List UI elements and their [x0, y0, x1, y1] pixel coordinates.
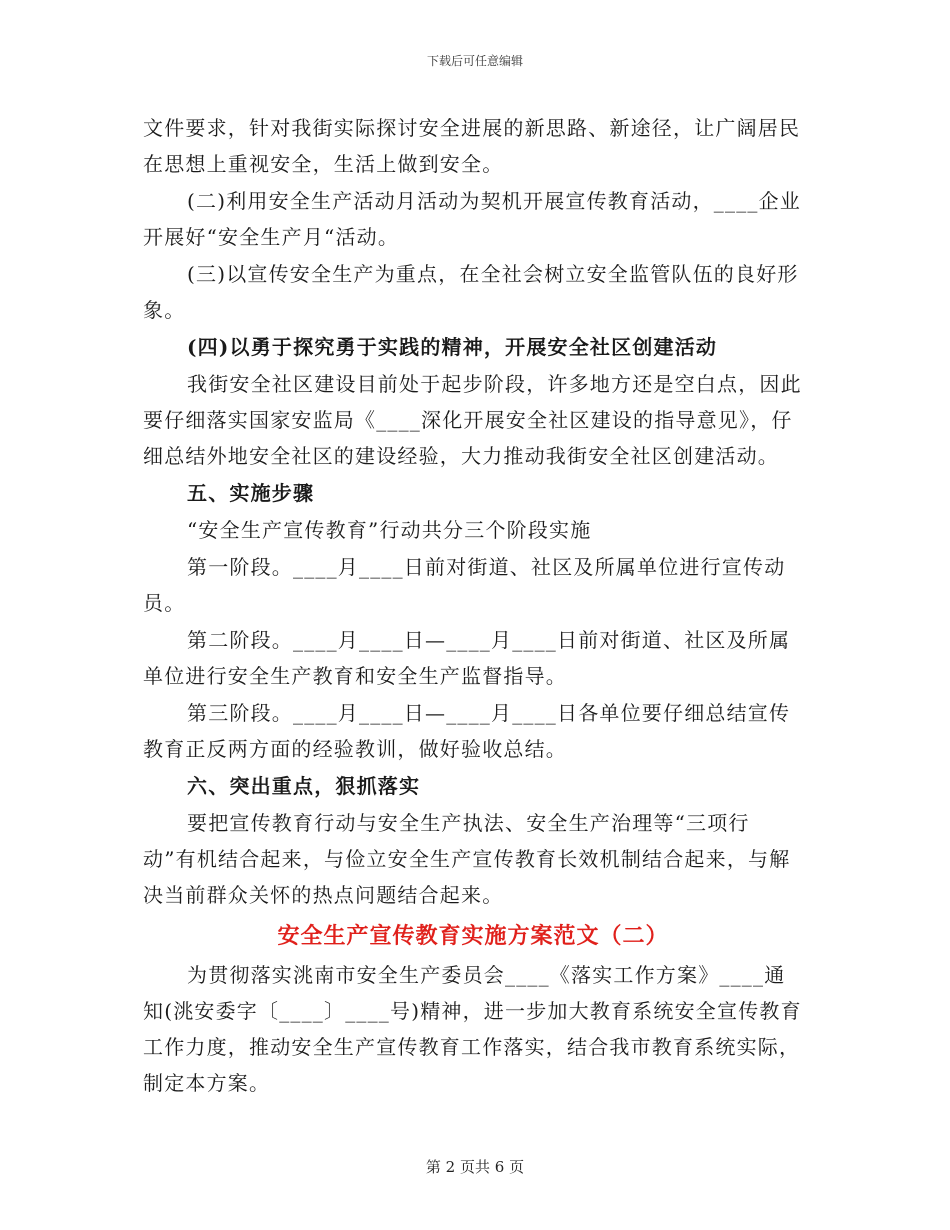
- document-body: [143, 110, 803, 1101]
- page-footer: 第 2 页共 6 页: [425, 1158, 525, 1176]
- paragraph-10: 第三阶段。____月____日—____月____日各单位要仔细总结宣传教育正反两方面的经验教训，做好验收总结。: [143, 701, 791, 761]
- paragraph-9: 第二阶段。____月____日—____月____日前对街道、社区及所属单位进行安全生产教育和安全生产监督指导。: [143, 628, 791, 688]
- page-header: 下载后可任意编辑: [426, 54, 523, 68]
- paragraph-3: (三)以宣传安全生产为重点，在全社会树立安全监管队伍的良好形象。: [143, 262, 799, 322]
- heading-4: (四)以勇于探究勇于实践的精神，开展安全社区创建活动: [187, 335, 718, 359]
- paragraph-12: 要把宣传教育行动与安全生产执法、安全生产治理等“三项行动”有机结合起来，与俭立安全生产宣传教育长效机制结合起来，与解决当前群众关怀的热点问题结合起来。: [143, 811, 791, 907]
- heading-section-6: 六、突出重点，狠抓落实: [187, 774, 421, 798]
- paragraph-13: 为贯彻落实洮南市安全生产委员会____《落实工作方案》____通知(洮安委字〔____〕____号)精神，进一步加大教育系统安全宣传教育工作力度，推动安全生产宣传教育工作落实，结合我市教育系统实际，制定本方案。: [143, 963, 802, 1095]
- heading-section-5: 五、实施步骤: [187, 481, 315, 505]
- paragraph-2: (二)利用安全生产活动月活动为契机开展宣传教育活动，____企业开展好“安全生产月“活动。: [143, 189, 802, 249]
- paragraph-1: 文件要求，针对我街实际探讨安全进展的新思路、新途径，让广阔居民在思想上重视安全，生活上做到安全。: [143, 116, 801, 176]
- paragraph-8: 第一阶段。____月____日前对街道、社区及所属单位进行宣传动员。: [143, 555, 786, 615]
- section-title: 安全生产宣传教育实施方案范文（二）: [277, 923, 669, 949]
- paragraph-5: 我街安全社区建设目前处于起步阶段，许多地方还是空白点，因此要仔细落实国家安监局《____深化开展安全社区建设的指导意见》，仔细总结外地安全社区的建设经验，大力推动我街安全社区创建活动。: [143, 372, 802, 468]
- paragraph-7: “安全生产宣传教育”行动共分三个阶段实施: [187, 518, 592, 542]
